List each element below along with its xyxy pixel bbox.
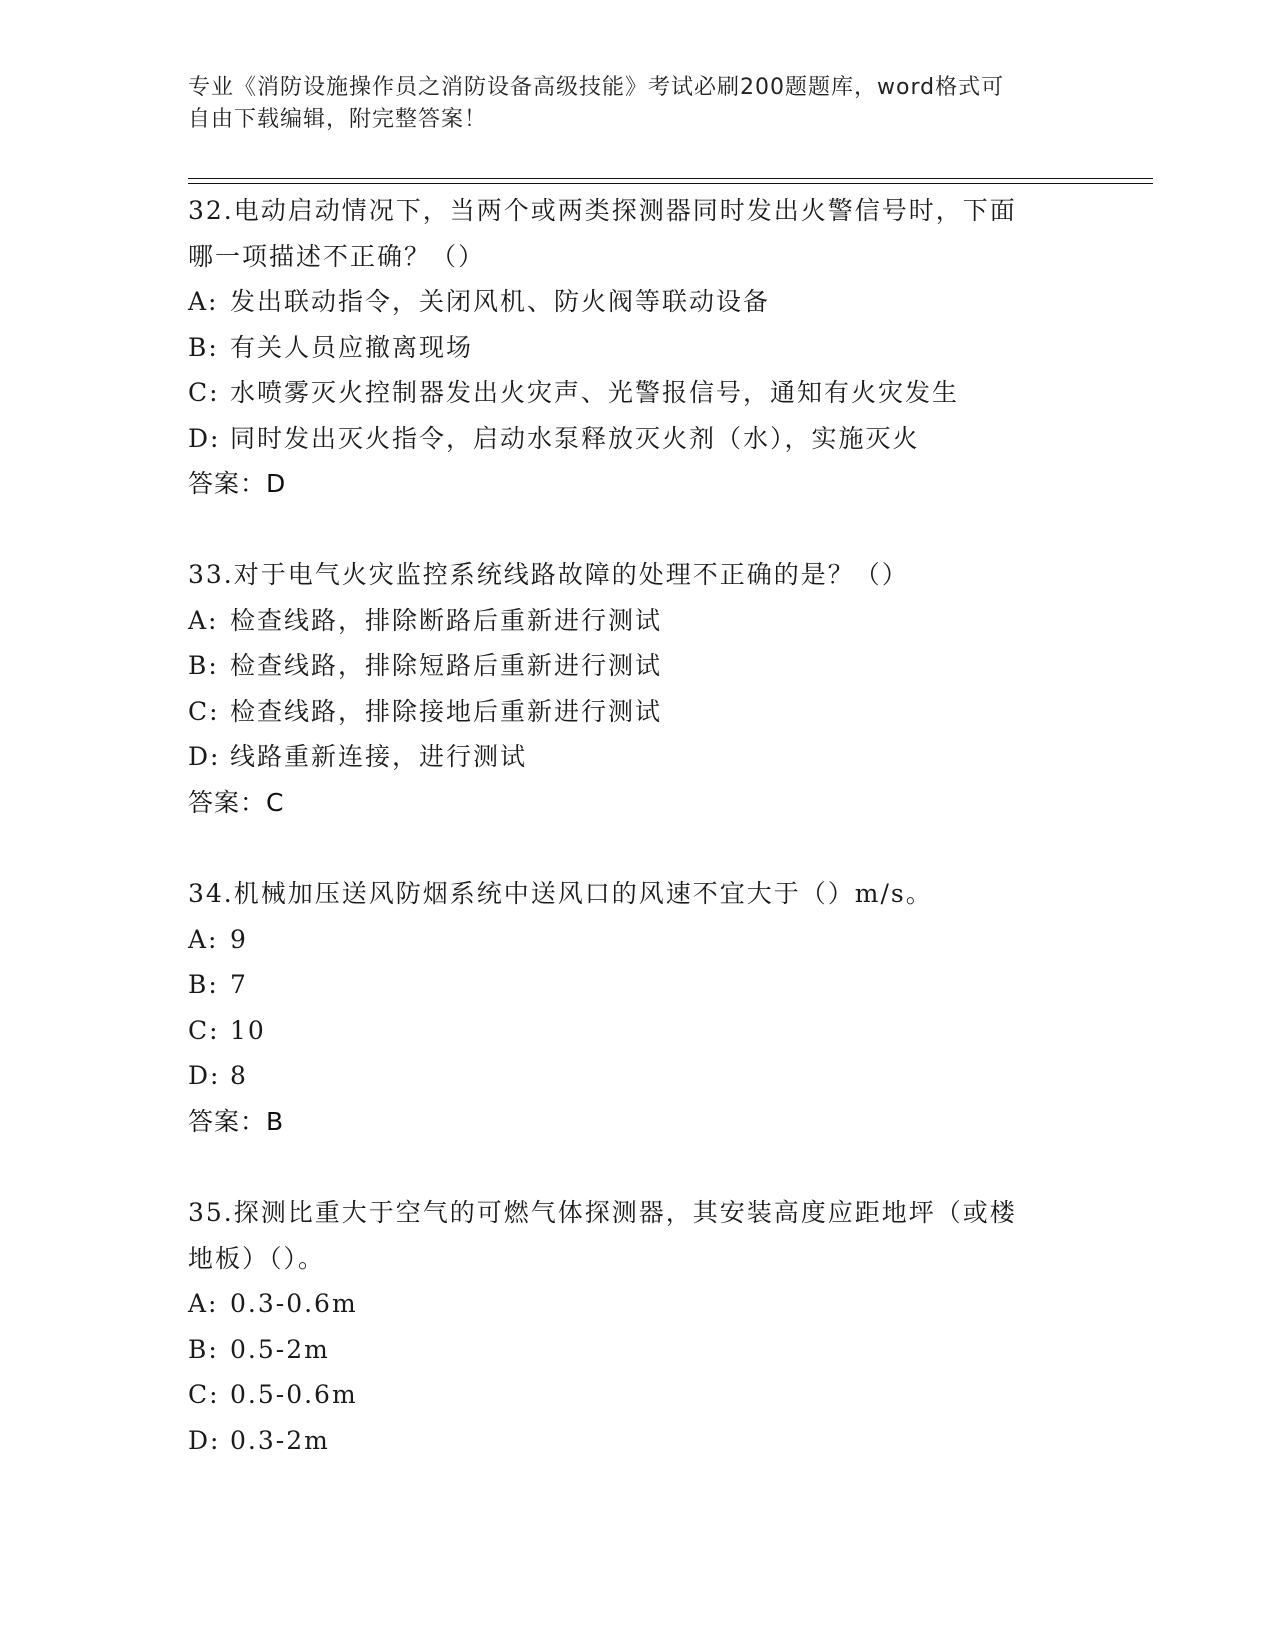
question-34 [188, 871, 1088, 1144]
question-stem-line-2: 地板）（）。 [188, 1243, 326, 1273]
option-a [188, 1281, 1088, 1327]
header-divider-bottom [188, 183, 1153, 184]
option-text: 发出联动指令，关闭风机、防火阀等联动设备 [230, 287, 771, 316]
option-key: A: [188, 1289, 219, 1318]
option-d [188, 1418, 1088, 1464]
question-stem-line-1: 35.探测比重大于空气的可燃气体探测器，其安装高度应距地坪（或楼 [188, 1198, 1017, 1227]
option-key: D: [188, 1425, 221, 1455]
answer-line: 答案：C [188, 787, 285, 817]
option-key: B: [188, 651, 219, 680]
option-text: 线路重新连接，进行测试 [230, 742, 528, 771]
header-divider-top [188, 178, 1153, 179]
answer-line: 答案：D [188, 469, 287, 498]
option-text: 检查线路，排除接地后重新进行测试 [230, 696, 663, 726]
option-key: D: [188, 1061, 221, 1090]
option-text: 检查线路，排除短路后重新进行测试 [230, 651, 663, 680]
option-text: 同时发出灭火指令，启动水泵释放灭火剂（水），实施灭火 [230, 423, 920, 453]
answer-line: 答案：B [188, 1106, 285, 1136]
option-a [188, 917, 1088, 963]
option-text: 0.5-0.6m [230, 1380, 358, 1409]
option-key: B: [188, 1334, 219, 1364]
option-key: C: [188, 696, 220, 726]
option-text: 7 [230, 970, 248, 999]
option-text: 水喷雾灭火控制器发出火灾声、光警报信号，通知有火灾发生 [230, 378, 960, 407]
option-key: D: [188, 742, 221, 771]
option-text: 有关人员应撤离现场 [230, 332, 474, 362]
option-b [188, 962, 1088, 1008]
option-b [188, 643, 1088, 689]
option-key: C: [188, 1015, 220, 1045]
option-c [188, 1372, 1088, 1418]
option-text: 0.3-2m [230, 1425, 330, 1455]
option-c [188, 689, 1088, 735]
question-35 [188, 1190, 1088, 1463]
option-text: 9 [230, 924, 248, 954]
option-c [188, 370, 1088, 416]
option-b [188, 1327, 1088, 1373]
option-text: 10 [230, 1015, 266, 1045]
header-line-2: 自由下载编辑，附完整答案！ [188, 107, 488, 132]
option-a [188, 598, 1088, 644]
option-key: D: [188, 423, 221, 453]
question-stem-line-2: 哪一项描述不正确？（） [188, 241, 486, 271]
option-key: B: [188, 970, 219, 999]
option-key: C: [188, 1380, 220, 1409]
question-stem-line-1: 33.对于电气火灾监控系统线路故障的处理不正确的是？（） [188, 560, 909, 589]
option-key: C: [188, 378, 220, 407]
option-key: A: [188, 287, 219, 316]
option-b [188, 325, 1088, 371]
option-c [188, 1008, 1088, 1054]
option-d [188, 416, 1088, 462]
option-key: B: [188, 332, 219, 362]
option-text: 0.5-2m [230, 1334, 330, 1364]
question-33 [188, 552, 1088, 825]
option-d [188, 1053, 1088, 1099]
option-text: 0.3-0.6m [230, 1289, 358, 1318]
option-text: 检查线路，排除断路后重新进行测试 [230, 605, 663, 635]
question-stem-line-1: 32.电动启动情况下，当两个或两类探测器同时发出火警信号时，下面 [188, 196, 1017, 225]
option-text: 8 [230, 1061, 248, 1090]
option-key: A: [188, 924, 219, 954]
header-line-1: 专业《消防设施操作员之消防设备高级技能》考试必刷200题题库，word格式可 [188, 75, 1005, 100]
option-key: A: [188, 605, 219, 635]
document-header [188, 72, 1068, 136]
question-stem-line-1: 34.机械加压送风防烟系统中送风口的风速不宜大于（）m/s。 [188, 879, 933, 908]
question-32 [188, 188, 1088, 507]
option-d [188, 734, 1088, 780]
option-a [188, 279, 1088, 325]
